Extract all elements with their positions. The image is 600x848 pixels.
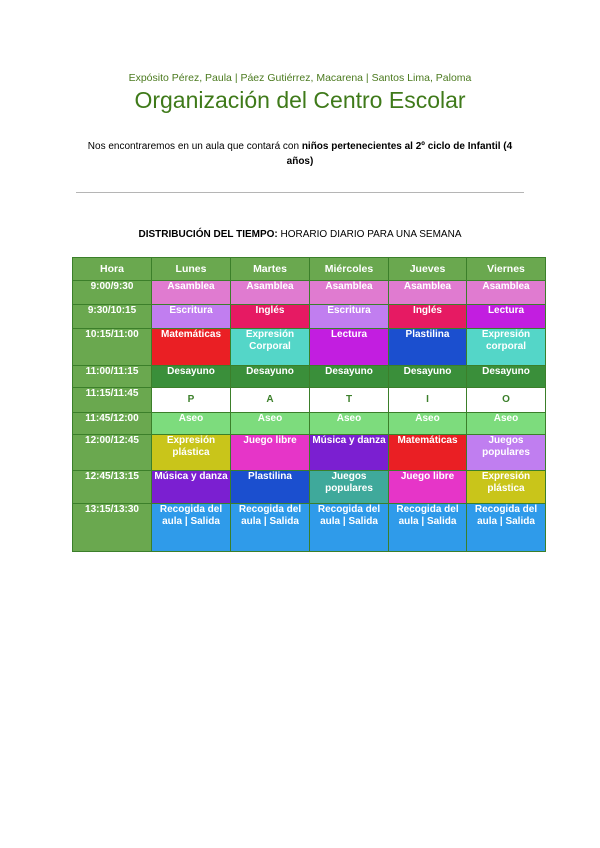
schedule-body: [73, 281, 546, 552]
activity-cell: Música y danza: [310, 435, 389, 471]
time-slot-label: 11:00/11:15: [73, 366, 152, 388]
schedule-header-row: [73, 258, 546, 281]
activity-cell: Plastilina: [389, 329, 467, 366]
activity-cell: Juegos populares: [310, 471, 389, 504]
activity-cell: Asamblea: [231, 281, 310, 305]
time-slot-label: 9:30/10:15: [73, 305, 152, 329]
column-header-day: Lunes: [152, 258, 231, 281]
intro-bold-text: niños pertenecientes al 2º ciclo de Infantil (4 años): [286, 141, 513, 167]
activity-cell: Aseo: [467, 413, 546, 435]
column-header-hora: Hora: [73, 258, 152, 281]
activity-cell: Escritura: [310, 305, 389, 329]
activity-cell: Desayuno: [310, 366, 389, 388]
activity-cell: Recogida del aula | Salida: [467, 504, 546, 552]
column-header-day: Jueves: [389, 258, 467, 281]
time-slot-label: 13:15/13:30: [73, 504, 152, 552]
schedule-table: [72, 257, 546, 552]
activity-cell: Matemáticas: [389, 435, 467, 471]
activity-cell: A: [231, 388, 310, 413]
intro-text: Nos encontraremos en un aula que contará con: [87, 141, 302, 152]
schedule-row: [73, 388, 546, 413]
horizontal-divider: [76, 192, 524, 193]
activity-cell: Lectura: [467, 305, 546, 329]
activity-cell: Aseo: [231, 413, 310, 435]
schedule-row: [73, 366, 546, 388]
activity-cell: Desayuno: [467, 366, 546, 388]
activity-cell: Aseo: [310, 413, 389, 435]
time-slot-label: 12:00/12:45: [73, 435, 152, 471]
activity-cell: Aseo: [152, 413, 231, 435]
activity-cell: Música y danza: [152, 471, 231, 504]
document-title: Organización del Centro Escolar: [134, 87, 466, 113]
activity-cell: Juego libre: [389, 471, 467, 504]
column-header-day: Miércoles: [310, 258, 389, 281]
intro-paragraph: [80, 139, 520, 169]
activity-cell: T: [310, 388, 389, 413]
activity-cell: Juego libre: [231, 435, 310, 471]
section-heading-bold: DISTRIBUCIÓN DEL TIEMPO:: [138, 229, 278, 240]
activity-cell: Recogida del aula | Salida: [231, 504, 310, 552]
activity-cell: Recogida del aula | Salida: [152, 504, 231, 552]
column-header-day: Martes: [231, 258, 310, 281]
activity-cell: Desayuno: [231, 366, 310, 388]
activity-cell: Asamblea: [152, 281, 231, 305]
activity-cell: Lectura: [310, 329, 389, 366]
activity-cell: Aseo: [389, 413, 467, 435]
time-slot-label: 12:45/13:15: [73, 471, 152, 504]
column-header-day: Viernes: [467, 258, 546, 281]
activity-cell: Inglés: [389, 305, 467, 329]
schedule-row: [73, 281, 546, 305]
activity-cell: O: [467, 388, 546, 413]
time-slot-label: 10:15/11:00: [73, 329, 152, 366]
activity-cell: Expresión plástica: [467, 471, 546, 504]
activity-cell: P: [152, 388, 231, 413]
activity-cell: Asamblea: [389, 281, 467, 305]
activity-cell: Juegos populares: [467, 435, 546, 471]
authors-line: Expósito Pérez, Paula | Páez Gutiérrez, Macarena | Santos Lima, Paloma: [128, 72, 472, 84]
schedule-row: [73, 305, 546, 329]
time-slot-label: 11:15/11:45: [73, 388, 152, 413]
section-heading-rest: HORARIO DIARIO PARA UNA SEMANA: [277, 229, 462, 240]
activity-cell: Asamblea: [467, 281, 546, 305]
schedule-row: [73, 435, 546, 471]
activity-cell: I: [389, 388, 467, 413]
schedule-row: [73, 413, 546, 435]
schedule-row: [73, 504, 546, 552]
activity-cell: Matemáticas: [152, 329, 231, 366]
activity-cell: Expresión Corporal: [231, 329, 310, 366]
schedule-row: [73, 471, 546, 504]
time-slot-label: 11:45/12:00: [73, 413, 152, 435]
activity-cell: Inglés: [231, 305, 310, 329]
activity-cell: Expresión corporal: [467, 329, 546, 366]
activity-cell: Asamblea: [310, 281, 389, 305]
activity-cell: Expresión plástica: [152, 435, 231, 471]
section-heading: [0, 229, 600, 240]
activity-cell: Escritura: [152, 305, 231, 329]
activity-cell: Plastilina: [231, 471, 310, 504]
activity-cell: Desayuno: [389, 366, 467, 388]
activity-cell: Recogida del aula | Salida: [310, 504, 389, 552]
time-slot-label: 9:00/9:30: [73, 281, 152, 305]
activity-cell: Desayuno: [152, 366, 231, 388]
schedule-row: [73, 329, 546, 366]
activity-cell: Recogida del aula | Salida: [389, 504, 467, 552]
